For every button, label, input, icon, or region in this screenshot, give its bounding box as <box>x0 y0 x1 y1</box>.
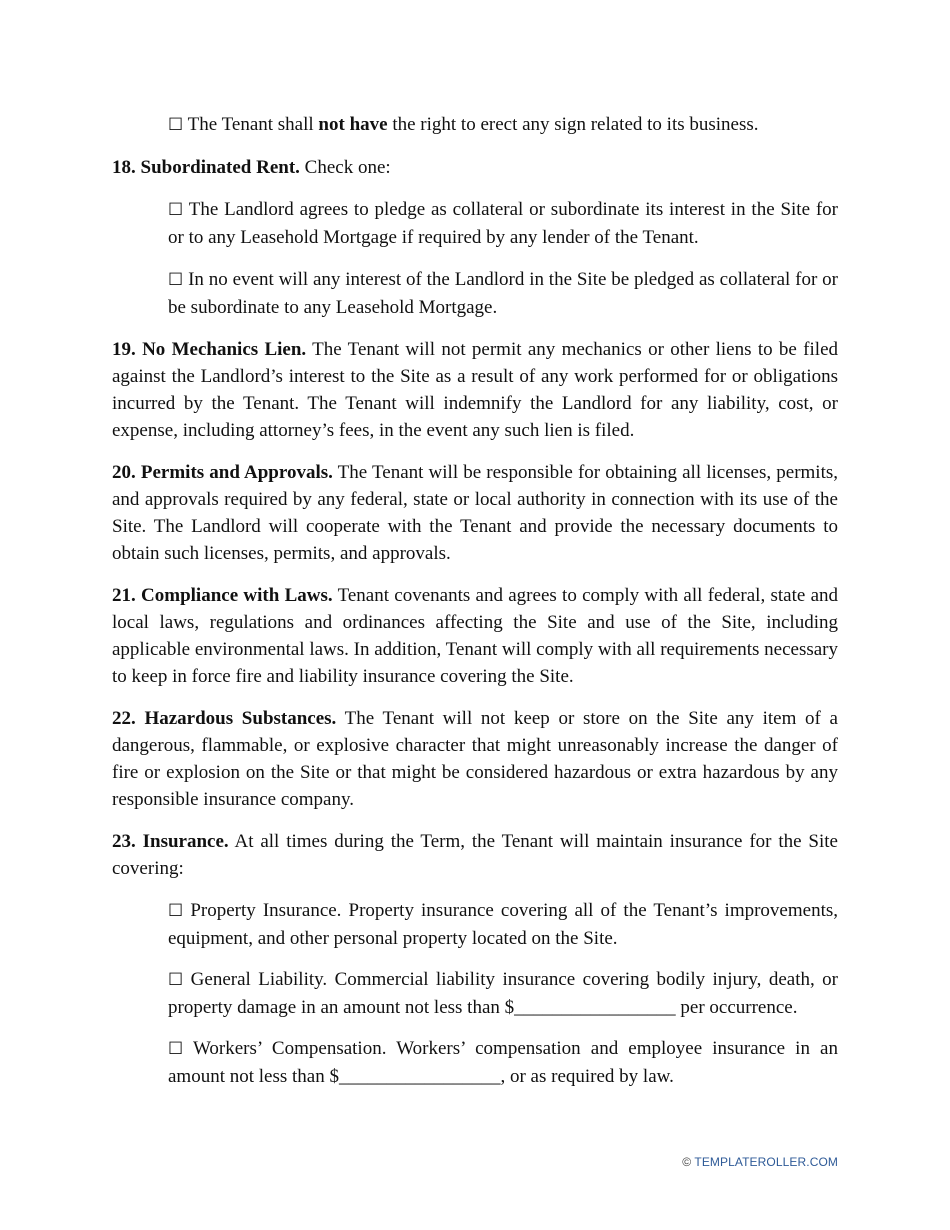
section-20: 20. Permits and Approvals. The Tenant will be responsible for obtaining all licenses, permits, and approvals required by any federal, state or local authority in connection with its use of the Site. The Landlord will cooperate with the Tenant and provide the necessary documents to obtain such licenses, permits, and approvals. <box>112 462 838 564</box>
footer-brand <box>682 1155 838 1169</box>
checkbox-icon[interactable]: ☐ <box>168 270 184 290</box>
section-18-option-1: ☐ The Landlord agrees to pledge as collateral or subordinate its interest in the Site for or to any Leasehold Mortgage if required by any lender of the Tenant. <box>168 199 838 248</box>
section-heading: 22. Hazardous Substances. <box>112 708 337 729</box>
section-heading: 21. Compliance with Laws. <box>112 585 333 606</box>
section-18-option-2: ☐ In no event will any interest of the Landlord in the Site be pledged as collateral for or be subordinate to any Leasehold Mortgage. <box>168 269 838 318</box>
checkbox-icon[interactable]: ☐ <box>168 970 184 990</box>
section-heading: 18. Subordinated Rent. <box>112 157 300 178</box>
document-page <box>112 111 838 1104</box>
section-22: 22. Hazardous Substances. The Tenant will not keep or store on the Site any item of a dangerous, flammable, or explosive character that might unreasonably increase the danger of fire or explosion on the Site or that might be considered hazardous or extra hazardous by any responsible insurance company. <box>112 708 838 810</box>
section-19: 19. No Mechanics Lien. The Tenant will not permit any mechanics or other liens to be filed against the Landlord’s interest to the Site as a result of any work performed for or obligations incurred by the Tenant. The Tenant will indemnify the Landlord for any liability, cost, or expense, including attorney’s fees, in the event any such lien is filed. <box>112 339 838 441</box>
insurance-option-general-liability: ☐ General Liability. Commercial liability insurance covering bodily injury, death, or property damage in an amount not less than $_________________ per occurrence. <box>168 969 838 1018</box>
checkbox-icon[interactable]: ☐ <box>168 901 184 921</box>
checkbox-icon[interactable]: ☐ <box>168 1039 184 1059</box>
section-21: 21. Compliance with Laws. Tenant covenants and agrees to comply with all federal, state and local laws, regulations and ordinances affecting the Site and use of the Site, including applicable environmental laws. In addition, Tenant will comply with all requirements necessary to keep in force fire and liability insurance covering the Site. <box>112 585 839 687</box>
insurance-option-property: ☐ Property Insurance. Property insurance covering all of the Tenant’s improvements, equipment, and other personal property located on the Site. <box>168 900 838 949</box>
brand-link[interactable]: TEMPLATEROLLER.COM <box>694 1155 838 1169</box>
section-18: 18. Subordinated Rent. Check one: <box>112 157 391 178</box>
checkbox-icon[interactable]: ☐ <box>168 115 184 135</box>
sign-option-not-have: ☐ The Tenant shall not have the right to erect any sign related to its business. <box>168 114 759 135</box>
section-heading: 19. No Mechanics Lien. <box>112 339 307 360</box>
section-heading: 23. Insurance. <box>112 831 229 852</box>
section-heading: 20. Permits and Approvals. <box>112 462 333 483</box>
copyright-icon: © <box>682 1155 692 1169</box>
section-23: 23. Insurance. At all times during the Term, the Tenant will maintain insurance for the Site covering: <box>112 831 838 879</box>
checkbox-icon[interactable]: ☐ <box>168 200 184 220</box>
insurance-option-workers-compensation: ☐ Workers’ Compensation. Workers’ compensation and employee insurance in an amount not less than $_________________, or as required by law. <box>168 1038 838 1087</box>
